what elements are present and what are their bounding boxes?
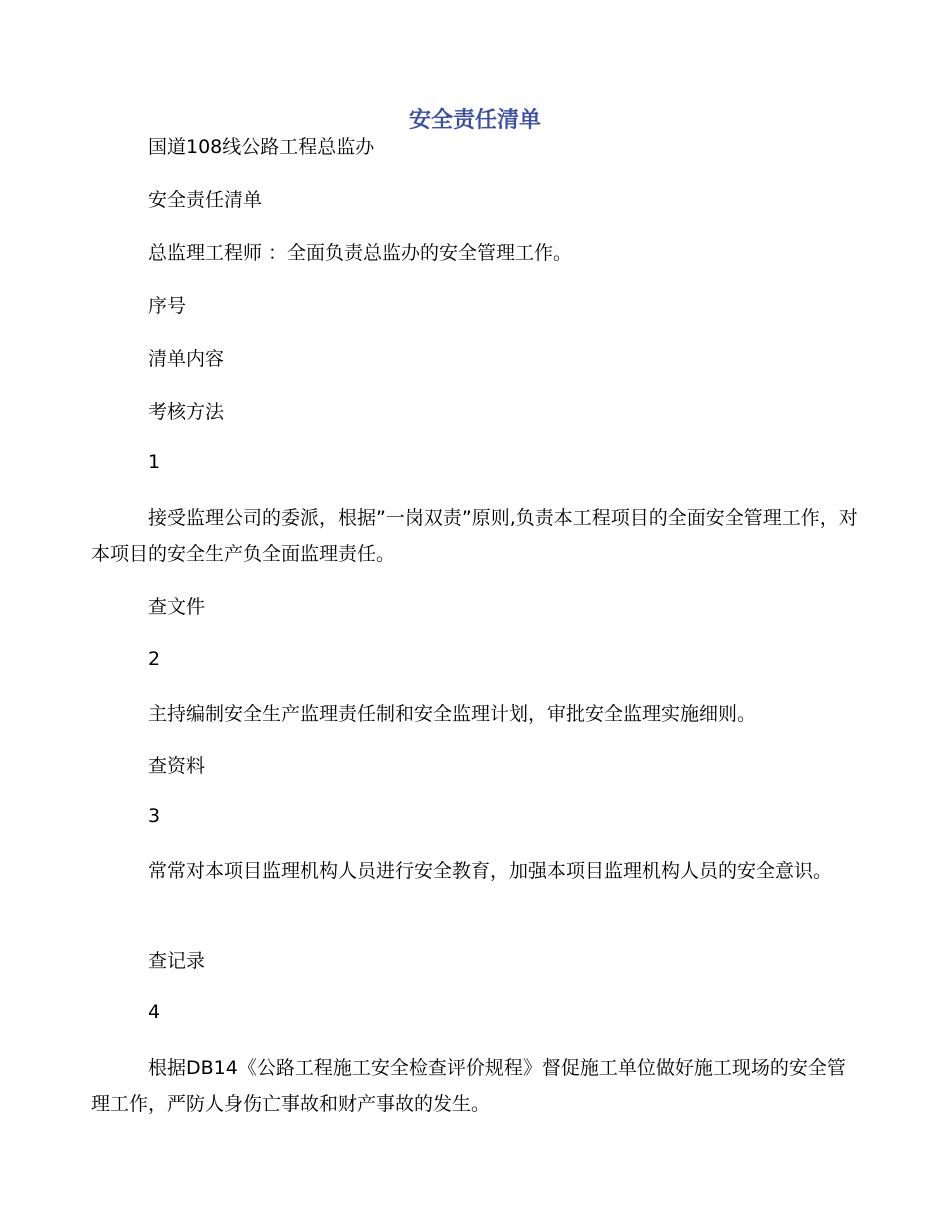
item-number: 1 — [148, 451, 161, 473]
header-subtitle: 安全责任清单 — [148, 189, 263, 211]
header-org: 国道108线公路工程总监办 — [148, 136, 375, 158]
item-content: 常常对本项目监理机构人员进行安全教育，加强本项目监理机构人员的安全意识。 — [148, 860, 833, 882]
item-content: 接受监理公司的委派，根据”一岗双责”原则,负责本工程项目的全面安全管理工作，对本项目的安全生产负全面监理责任。 — [91, 507, 858, 565]
item-number: 2 — [148, 648, 161, 670]
table-header-content: 清单内容 — [148, 348, 225, 370]
item-number: 3 — [148, 805, 161, 827]
item-content: 根据DB14《公路工程施工安全检查评价规程》督促施工单位做好施工现场的安全管理工作，严防人身伤亡事故和财产事故的发生。 — [91, 1057, 846, 1115]
item-method: 查文件 — [148, 596, 206, 618]
item-method: 查资料 — [148, 755, 206, 777]
page-title: 安全责任清单 — [408, 108, 541, 133]
item-number: 4 — [148, 1001, 161, 1023]
table-header-no: 序号 — [148, 295, 187, 317]
role-line: 总监理工程师 ：全面负责总监办的安全管理工作。 — [148, 242, 573, 264]
table-header-method: 考核方法 — [148, 401, 225, 423]
item-content: 主持编制安全生产监理责任制和安全监理计划，审批安全监理实施细则。 — [148, 703, 757, 725]
item-method: 查记录 — [148, 950, 206, 972]
